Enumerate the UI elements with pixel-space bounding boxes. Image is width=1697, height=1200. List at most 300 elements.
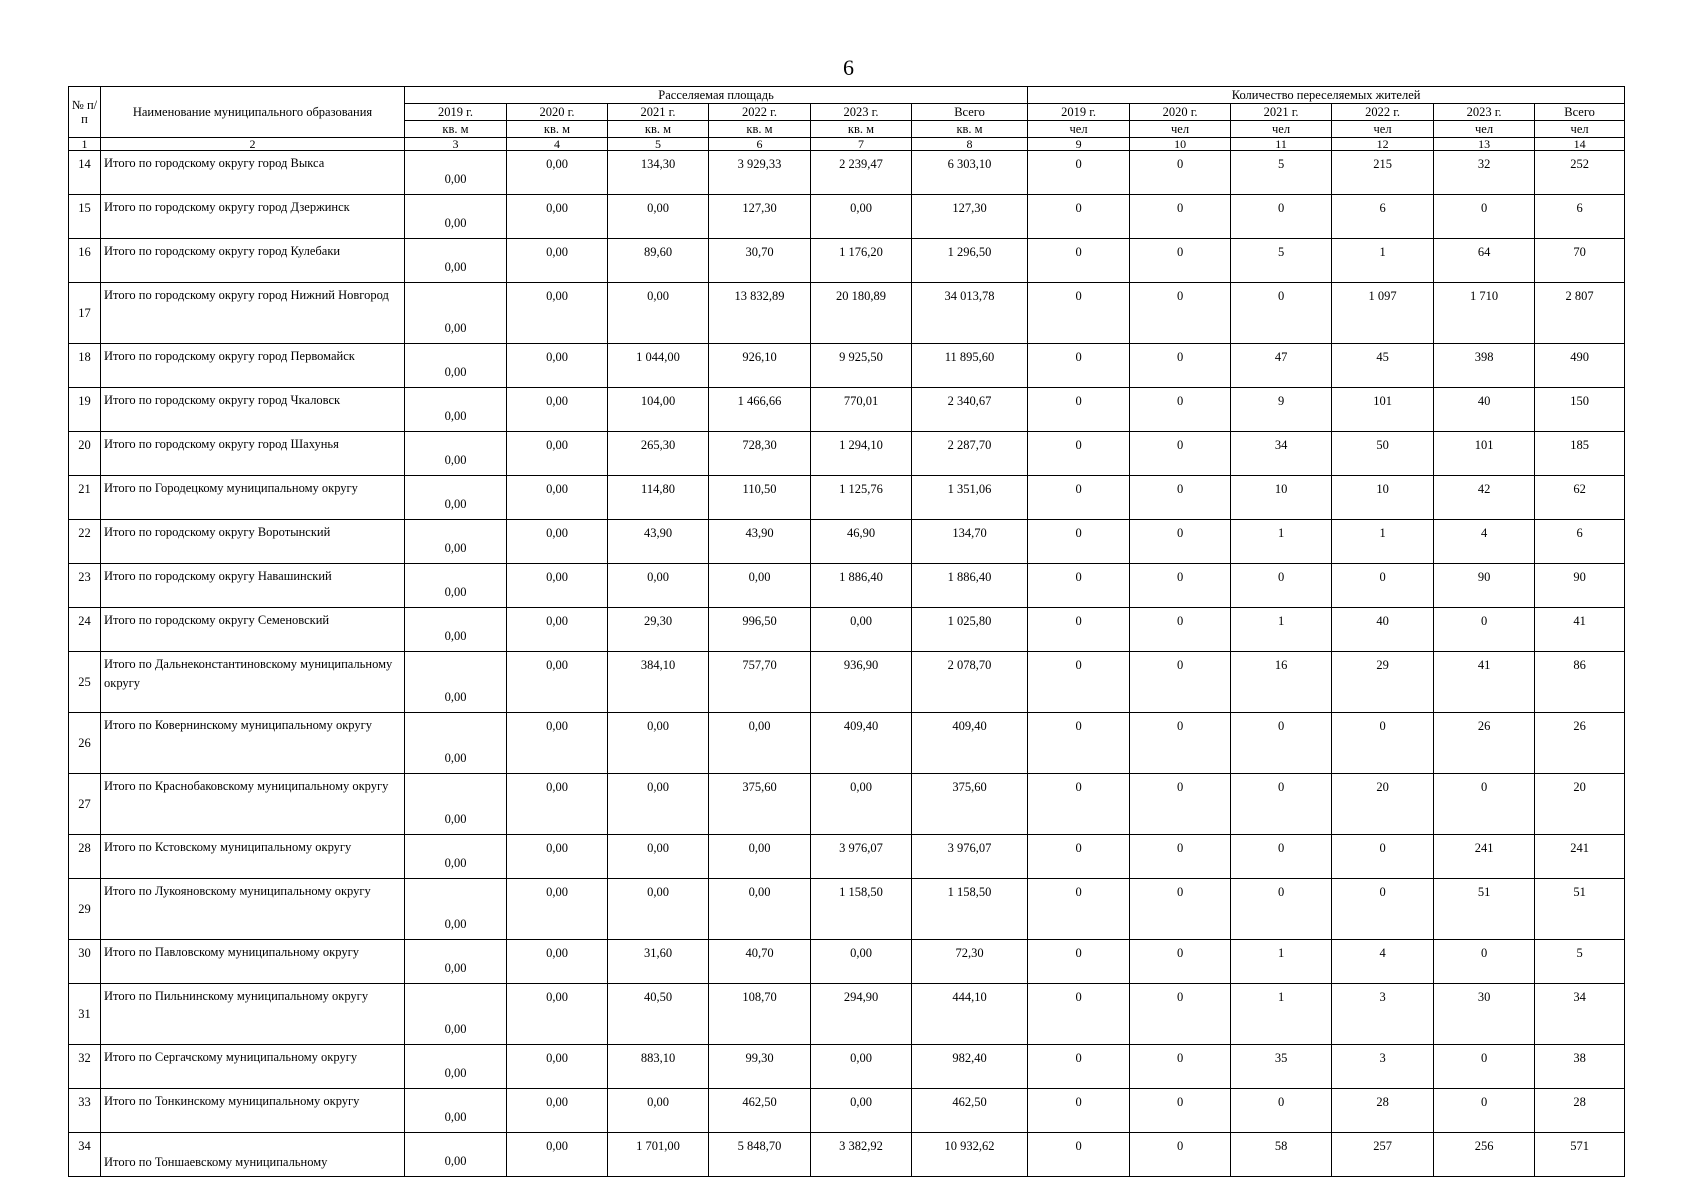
area-value: 0,00 bbox=[507, 940, 608, 984]
people-value: 90 bbox=[1535, 564, 1625, 608]
area-value bbox=[405, 344, 507, 388]
municipality-name: Итого по городскому округу город Кулебаки bbox=[101, 239, 405, 283]
area-value: 6 303,10 bbox=[912, 151, 1028, 195]
area-value: 99,30 bbox=[709, 1045, 811, 1089]
people-value: 0 bbox=[1434, 940, 1535, 984]
people-value: 10 bbox=[1231, 476, 1332, 520]
area-value: 72,30 bbox=[912, 940, 1028, 984]
area-value: 265,30 bbox=[608, 432, 709, 476]
table-row bbox=[69, 344, 1625, 388]
people-value: 0 bbox=[1231, 774, 1332, 835]
people-value: 0 bbox=[1028, 388, 1130, 432]
area-value: 3 976,07 bbox=[811, 835, 912, 879]
people-value: 215 bbox=[1332, 151, 1434, 195]
column-number: 1 bbox=[69, 138, 101, 151]
area-unit-header: кв. м bbox=[608, 121, 709, 138]
people-value: 0 bbox=[1332, 713, 1434, 774]
area-value: 444,10 bbox=[912, 984, 1028, 1045]
area-value: 0,00 bbox=[507, 476, 608, 520]
table-row bbox=[69, 1045, 1625, 1089]
people-value: 0 bbox=[1434, 1045, 1535, 1089]
people-value: 0 bbox=[1130, 151, 1231, 195]
area-value: 3 382,92 bbox=[811, 1133, 912, 1177]
area-value-text: 0,00 bbox=[444, 961, 467, 975]
area-value: 0,00 bbox=[507, 835, 608, 879]
table-row bbox=[69, 195, 1625, 239]
people-value: 90 bbox=[1434, 564, 1535, 608]
people-unit-header: чел bbox=[1130, 121, 1231, 138]
area-value bbox=[405, 151, 507, 195]
area-value bbox=[405, 879, 507, 940]
area-value: 3 929,33 bbox=[709, 151, 811, 195]
people-value: 41 bbox=[1535, 608, 1625, 652]
people-value: 0 bbox=[1028, 835, 1130, 879]
people-value: 150 bbox=[1535, 388, 1625, 432]
area-value bbox=[405, 835, 507, 879]
people-value: 3 bbox=[1332, 984, 1434, 1045]
row-number: 27 bbox=[69, 774, 101, 835]
row-number: 31 bbox=[69, 984, 101, 1045]
area-value: 1 466,66 bbox=[709, 388, 811, 432]
area-value: 384,10 bbox=[608, 652, 709, 713]
column-number: 8 bbox=[912, 138, 1028, 151]
people-value: 0 bbox=[1028, 195, 1130, 239]
table-row bbox=[69, 940, 1625, 984]
row-number: 23 bbox=[69, 564, 101, 608]
area-value: 0,00 bbox=[507, 608, 608, 652]
people-year-header: 2023 г. bbox=[1434, 104, 1535, 121]
area-value: 462,50 bbox=[912, 1089, 1028, 1133]
table-row bbox=[69, 879, 1625, 940]
row-number: 28 bbox=[69, 835, 101, 879]
area-value: 409,40 bbox=[912, 713, 1028, 774]
people-value: 0 bbox=[1028, 283, 1130, 344]
area-value: 11 895,60 bbox=[912, 344, 1028, 388]
people-value: 0 bbox=[1332, 835, 1434, 879]
people-value: 0 bbox=[1028, 344, 1130, 388]
area-value-text: 0,00 bbox=[444, 260, 467, 274]
table-row bbox=[69, 151, 1625, 195]
area-value-text: 0,00 bbox=[444, 172, 467, 186]
area-value-text: 0,00 bbox=[444, 541, 467, 555]
municipality-name: Итого по городскому округу город Первомайск bbox=[101, 344, 405, 388]
resettlement-table bbox=[68, 86, 1625, 1177]
area-value: 1 886,40 bbox=[912, 564, 1028, 608]
area-value: 104,00 bbox=[608, 388, 709, 432]
people-value: 5 bbox=[1231, 239, 1332, 283]
people-value: 5 bbox=[1535, 940, 1625, 984]
people-value: 241 bbox=[1434, 835, 1535, 879]
area-value bbox=[405, 652, 507, 713]
people-value: 101 bbox=[1332, 388, 1434, 432]
area-value: 0,00 bbox=[608, 774, 709, 835]
area-value bbox=[405, 713, 507, 774]
people-value: 41 bbox=[1434, 652, 1535, 713]
municipality-name: Итого по городскому округу Семеновский bbox=[101, 608, 405, 652]
area-value-text: 0,00 bbox=[444, 216, 467, 230]
area-value: 0,00 bbox=[507, 344, 608, 388]
area-value: 0,00 bbox=[507, 195, 608, 239]
area-value: 0,00 bbox=[811, 608, 912, 652]
municipality-name: Итого по Краснобаковскому муниципальному округу bbox=[101, 774, 405, 835]
area-value: 982,40 bbox=[912, 1045, 1028, 1089]
area-value: 996,50 bbox=[709, 608, 811, 652]
column-number: 11 bbox=[1231, 138, 1332, 151]
people-value: 1 bbox=[1231, 608, 1332, 652]
area-value: 0,00 bbox=[608, 1089, 709, 1133]
area-value-text: 0,00 bbox=[444, 1066, 467, 1080]
area-value: 1 294,10 bbox=[811, 432, 912, 476]
people-unit-header: чел bbox=[1028, 121, 1130, 138]
area-value: 2 287,70 bbox=[912, 432, 1028, 476]
column-number: 6 bbox=[709, 138, 811, 151]
people-value: 0 bbox=[1130, 388, 1231, 432]
area-value: 0,00 bbox=[507, 774, 608, 835]
people-year-header: 2019 г. bbox=[1028, 104, 1130, 121]
people-value: 9 bbox=[1231, 388, 1332, 432]
area-unit-header: кв. м bbox=[811, 121, 912, 138]
municipality-name: Итого по Ковернинскому муниципальному округу bbox=[101, 713, 405, 774]
people-year-header: 2021 г. bbox=[1231, 104, 1332, 121]
area-value bbox=[405, 1133, 507, 1177]
people-value: 0 bbox=[1028, 564, 1130, 608]
column-number: 10 bbox=[1130, 138, 1231, 151]
area-value: 0,00 bbox=[608, 564, 709, 608]
people-value: 252 bbox=[1535, 151, 1625, 195]
row-number: 21 bbox=[69, 476, 101, 520]
row-number: 18 bbox=[69, 344, 101, 388]
row-number: 22 bbox=[69, 520, 101, 564]
area-value: 0,00 bbox=[811, 774, 912, 835]
area-value: 0,00 bbox=[811, 1089, 912, 1133]
area-value: 375,60 bbox=[709, 774, 811, 835]
row-number: 32 bbox=[69, 1045, 101, 1089]
area-year-header: 2021 г. bbox=[608, 104, 709, 121]
area-value: 1 351,06 bbox=[912, 476, 1028, 520]
people-value: 241 bbox=[1535, 835, 1625, 879]
area-value: 1 701,00 bbox=[608, 1133, 709, 1177]
people-value: 0 bbox=[1130, 984, 1231, 1045]
municipality-name: Итого по городскому округу город Дзержинск bbox=[101, 195, 405, 239]
people-value: 35 bbox=[1231, 1045, 1332, 1089]
municipality-name: Итого по городскому округу город Чкаловск bbox=[101, 388, 405, 432]
area-value: 0,00 bbox=[507, 283, 608, 344]
column-number: 13 bbox=[1434, 138, 1535, 151]
area-value: 0,00 bbox=[709, 835, 811, 879]
area-value bbox=[405, 940, 507, 984]
area-value bbox=[405, 520, 507, 564]
area-value: 0,00 bbox=[608, 835, 709, 879]
area-value: 0,00 bbox=[811, 195, 912, 239]
people-value: 40 bbox=[1332, 608, 1434, 652]
area-value: 936,90 bbox=[811, 652, 912, 713]
municipality-name: Итого по Пильнинскому муниципальному округу bbox=[101, 984, 405, 1045]
area-value-text: 0,00 bbox=[444, 365, 467, 379]
people-value: 0 bbox=[1434, 774, 1535, 835]
municipality-name: Итого по Павловскому муниципальному округу bbox=[101, 940, 405, 984]
name-header: Наименование муниципального образования bbox=[101, 87, 405, 138]
area-value: 1 176,20 bbox=[811, 239, 912, 283]
area-value: 0,00 bbox=[507, 1133, 608, 1177]
area-value: 1 125,76 bbox=[811, 476, 912, 520]
area-value: 0,00 bbox=[811, 940, 912, 984]
people-value: 0 bbox=[1130, 195, 1231, 239]
row-number: 25 bbox=[69, 652, 101, 713]
table-row bbox=[69, 835, 1625, 879]
people-value: 0 bbox=[1130, 1089, 1231, 1133]
people-value: 0 bbox=[1332, 564, 1434, 608]
people-year-header: 2020 г. bbox=[1130, 104, 1231, 121]
municipality-name: Итого по городскому округу город Выкса bbox=[101, 151, 405, 195]
people-value: 0 bbox=[1130, 940, 1231, 984]
people-value: 51 bbox=[1535, 879, 1625, 940]
area-value: 0,00 bbox=[608, 713, 709, 774]
people-value: 1 097 bbox=[1332, 283, 1434, 344]
area-value: 40,70 bbox=[709, 940, 811, 984]
row-number: 17 bbox=[69, 283, 101, 344]
area-group-header: Расселяемая площадь bbox=[405, 87, 1028, 104]
people-value: 0 bbox=[1130, 239, 1231, 283]
people-value: 0 bbox=[1130, 652, 1231, 713]
area-value bbox=[405, 195, 507, 239]
people-value: 257 bbox=[1332, 1133, 1434, 1177]
municipality-name: Итого по городскому округу Навашинский bbox=[101, 564, 405, 608]
people-value: 34 bbox=[1231, 432, 1332, 476]
people-group-header: Количество переселяемых жителей bbox=[1028, 87, 1625, 104]
area-value bbox=[405, 432, 507, 476]
area-value: 0,00 bbox=[507, 879, 608, 940]
area-value: 0,00 bbox=[507, 432, 608, 476]
people-value: 571 bbox=[1535, 1133, 1625, 1177]
area-value: 114,80 bbox=[608, 476, 709, 520]
area-year-header: Всего bbox=[912, 104, 1028, 121]
municipality-name: Итого по Тонкинскому муниципальному округу bbox=[101, 1089, 405, 1133]
area-value: 1 158,50 bbox=[912, 879, 1028, 940]
column-number: 4 bbox=[507, 138, 608, 151]
people-value: 10 bbox=[1332, 476, 1434, 520]
municipality-name: Итого по Городецкому муниципальному округу bbox=[101, 476, 405, 520]
people-value: 0 bbox=[1231, 283, 1332, 344]
people-value: 0 bbox=[1028, 984, 1130, 1045]
column-number: 3 bbox=[405, 138, 507, 151]
people-value: 0 bbox=[1130, 879, 1231, 940]
column-number: 14 bbox=[1535, 138, 1625, 151]
people-value: 42 bbox=[1434, 476, 1535, 520]
row-number: 33 bbox=[69, 1089, 101, 1133]
municipality-name: Итого по Лукояновскому муниципальному округу bbox=[101, 879, 405, 940]
people-value: 20 bbox=[1332, 774, 1434, 835]
row-number: 26 bbox=[69, 713, 101, 774]
people-value: 0 bbox=[1028, 879, 1130, 940]
area-value: 20 180,89 bbox=[811, 283, 912, 344]
area-value-text: 0,00 bbox=[444, 751, 467, 765]
people-value: 0 bbox=[1028, 1089, 1130, 1133]
people-value: 0 bbox=[1130, 713, 1231, 774]
people-value: 51 bbox=[1434, 879, 1535, 940]
people-value: 4 bbox=[1434, 520, 1535, 564]
people-value: 28 bbox=[1332, 1089, 1434, 1133]
row-number: 30 bbox=[69, 940, 101, 984]
people-value: 0 bbox=[1028, 774, 1130, 835]
municipality-name: Итого по Дальнеконстантиновскому муниципальному округу bbox=[101, 652, 405, 713]
people-year-header: Всего bbox=[1535, 104, 1625, 121]
area-value bbox=[405, 1045, 507, 1089]
column-number: 5 bbox=[608, 138, 709, 151]
table-row bbox=[69, 652, 1625, 713]
people-value: 0 bbox=[1332, 879, 1434, 940]
area-value-text: 0,00 bbox=[444, 321, 467, 335]
area-value: 110,50 bbox=[709, 476, 811, 520]
page-number: 6 bbox=[843, 55, 854, 80]
area-value: 127,30 bbox=[912, 195, 1028, 239]
area-value: 757,70 bbox=[709, 652, 811, 713]
people-unit-header: чел bbox=[1434, 121, 1535, 138]
area-value-text: 0,00 bbox=[444, 497, 467, 511]
people-value: 64 bbox=[1434, 239, 1535, 283]
area-value-text: 0,00 bbox=[444, 1110, 467, 1124]
area-value: 0,00 bbox=[507, 1045, 608, 1089]
area-value: 1 044,00 bbox=[608, 344, 709, 388]
municipality-name: Итого по городскому округу город Нижний Новгород bbox=[101, 283, 405, 344]
municipality-name: Итого по Тоншаевскому муниципальному bbox=[101, 1133, 405, 1177]
people-value: 0 bbox=[1434, 1089, 1535, 1133]
people-value: 490 bbox=[1535, 344, 1625, 388]
people-value: 0 bbox=[1028, 239, 1130, 283]
people-value: 0 bbox=[1231, 835, 1332, 879]
people-value: 38 bbox=[1535, 1045, 1625, 1089]
table-row bbox=[69, 774, 1625, 835]
people-value: 0 bbox=[1130, 1045, 1231, 1089]
column-number: 7 bbox=[811, 138, 912, 151]
table-row bbox=[69, 388, 1625, 432]
area-value: 0,00 bbox=[811, 1045, 912, 1089]
people-value: 0 bbox=[1130, 520, 1231, 564]
people-value: 0 bbox=[1130, 608, 1231, 652]
area-value: 2 078,70 bbox=[912, 652, 1028, 713]
people-value: 0 bbox=[1130, 1133, 1231, 1177]
area-value bbox=[405, 476, 507, 520]
area-value-text: 0,00 bbox=[444, 1022, 467, 1036]
table-row bbox=[69, 432, 1625, 476]
area-value: 0,00 bbox=[507, 388, 608, 432]
people-value: 256 bbox=[1434, 1133, 1535, 1177]
num-header: № п/п bbox=[69, 87, 101, 138]
area-value: 108,70 bbox=[709, 984, 811, 1045]
people-value: 0 bbox=[1130, 476, 1231, 520]
area-value-text: 0,00 bbox=[444, 1154, 467, 1168]
table-row bbox=[69, 1089, 1625, 1133]
table-row bbox=[69, 520, 1625, 564]
area-value bbox=[405, 1089, 507, 1133]
people-value: 6 bbox=[1535, 520, 1625, 564]
people-value: 70 bbox=[1535, 239, 1625, 283]
area-value bbox=[405, 388, 507, 432]
people-value: 4 bbox=[1332, 940, 1434, 984]
area-value: 0,00 bbox=[608, 195, 709, 239]
area-value bbox=[405, 564, 507, 608]
people-value: 86 bbox=[1535, 652, 1625, 713]
area-value-text: 0,00 bbox=[444, 629, 467, 643]
area-value: 0,00 bbox=[709, 879, 811, 940]
area-value: 1 025,80 bbox=[912, 608, 1028, 652]
table-row bbox=[69, 239, 1625, 283]
people-value: 0 bbox=[1231, 195, 1332, 239]
people-value: 0 bbox=[1231, 1089, 1332, 1133]
area-value: 0,00 bbox=[507, 713, 608, 774]
area-value: 728,30 bbox=[709, 432, 811, 476]
people-value: 0 bbox=[1028, 1045, 1130, 1089]
table-row bbox=[69, 476, 1625, 520]
area-value: 9 925,50 bbox=[811, 344, 912, 388]
area-value: 0,00 bbox=[507, 239, 608, 283]
area-value bbox=[405, 984, 507, 1045]
people-value: 28 bbox=[1535, 1089, 1625, 1133]
area-value: 2 340,67 bbox=[912, 388, 1028, 432]
people-value: 1 bbox=[1332, 239, 1434, 283]
people-value: 3 bbox=[1332, 1045, 1434, 1089]
area-value: 0,00 bbox=[608, 879, 709, 940]
people-value: 20 bbox=[1535, 774, 1625, 835]
area-unit-header: кв. м bbox=[912, 121, 1028, 138]
area-value bbox=[405, 283, 507, 344]
row-number: 24 bbox=[69, 608, 101, 652]
area-value: 0,00 bbox=[507, 520, 608, 564]
people-year-header: 2022 г. bbox=[1332, 104, 1434, 121]
people-value: 185 bbox=[1535, 432, 1625, 476]
column-number: 2 bbox=[101, 138, 405, 151]
people-value: 47 bbox=[1231, 344, 1332, 388]
area-value: 1 886,40 bbox=[811, 564, 912, 608]
area-unit-header: кв. м bbox=[405, 121, 507, 138]
people-value: 6 bbox=[1332, 195, 1434, 239]
people-value: 0 bbox=[1130, 344, 1231, 388]
area-value: 13 832,89 bbox=[709, 283, 811, 344]
area-value-text: 0,00 bbox=[444, 856, 467, 870]
area-value: 134,70 bbox=[912, 520, 1028, 564]
people-value: 0 bbox=[1130, 835, 1231, 879]
people-value: 58 bbox=[1231, 1133, 1332, 1177]
people-value: 2 807 bbox=[1535, 283, 1625, 344]
row-number: 19 bbox=[69, 388, 101, 432]
area-value: 0,00 bbox=[709, 564, 811, 608]
people-value: 45 bbox=[1332, 344, 1434, 388]
table-row bbox=[69, 713, 1625, 774]
area-value bbox=[405, 608, 507, 652]
area-value: 770,01 bbox=[811, 388, 912, 432]
area-value: 46,90 bbox=[811, 520, 912, 564]
row-number: 20 bbox=[69, 432, 101, 476]
table-row bbox=[69, 984, 1625, 1045]
area-value: 0,00 bbox=[507, 1089, 608, 1133]
people-value: 1 710 bbox=[1434, 283, 1535, 344]
area-value: 127,30 bbox=[709, 195, 811, 239]
row-number: 34 bbox=[69, 1133, 101, 1177]
people-value: 26 bbox=[1434, 713, 1535, 774]
people-value: 1 bbox=[1231, 520, 1332, 564]
area-value: 0,00 bbox=[507, 652, 608, 713]
people-value: 50 bbox=[1332, 432, 1434, 476]
row-number: 16 bbox=[69, 239, 101, 283]
column-number: 9 bbox=[1028, 138, 1130, 151]
people-value: 5 bbox=[1231, 151, 1332, 195]
area-value: 31,60 bbox=[608, 940, 709, 984]
area-value: 43,90 bbox=[709, 520, 811, 564]
people-value: 0 bbox=[1434, 195, 1535, 239]
people-value: 29 bbox=[1332, 652, 1434, 713]
people-value: 0 bbox=[1130, 432, 1231, 476]
area-year-header: 2022 г. bbox=[709, 104, 811, 121]
people-value: 0 bbox=[1028, 1133, 1130, 1177]
